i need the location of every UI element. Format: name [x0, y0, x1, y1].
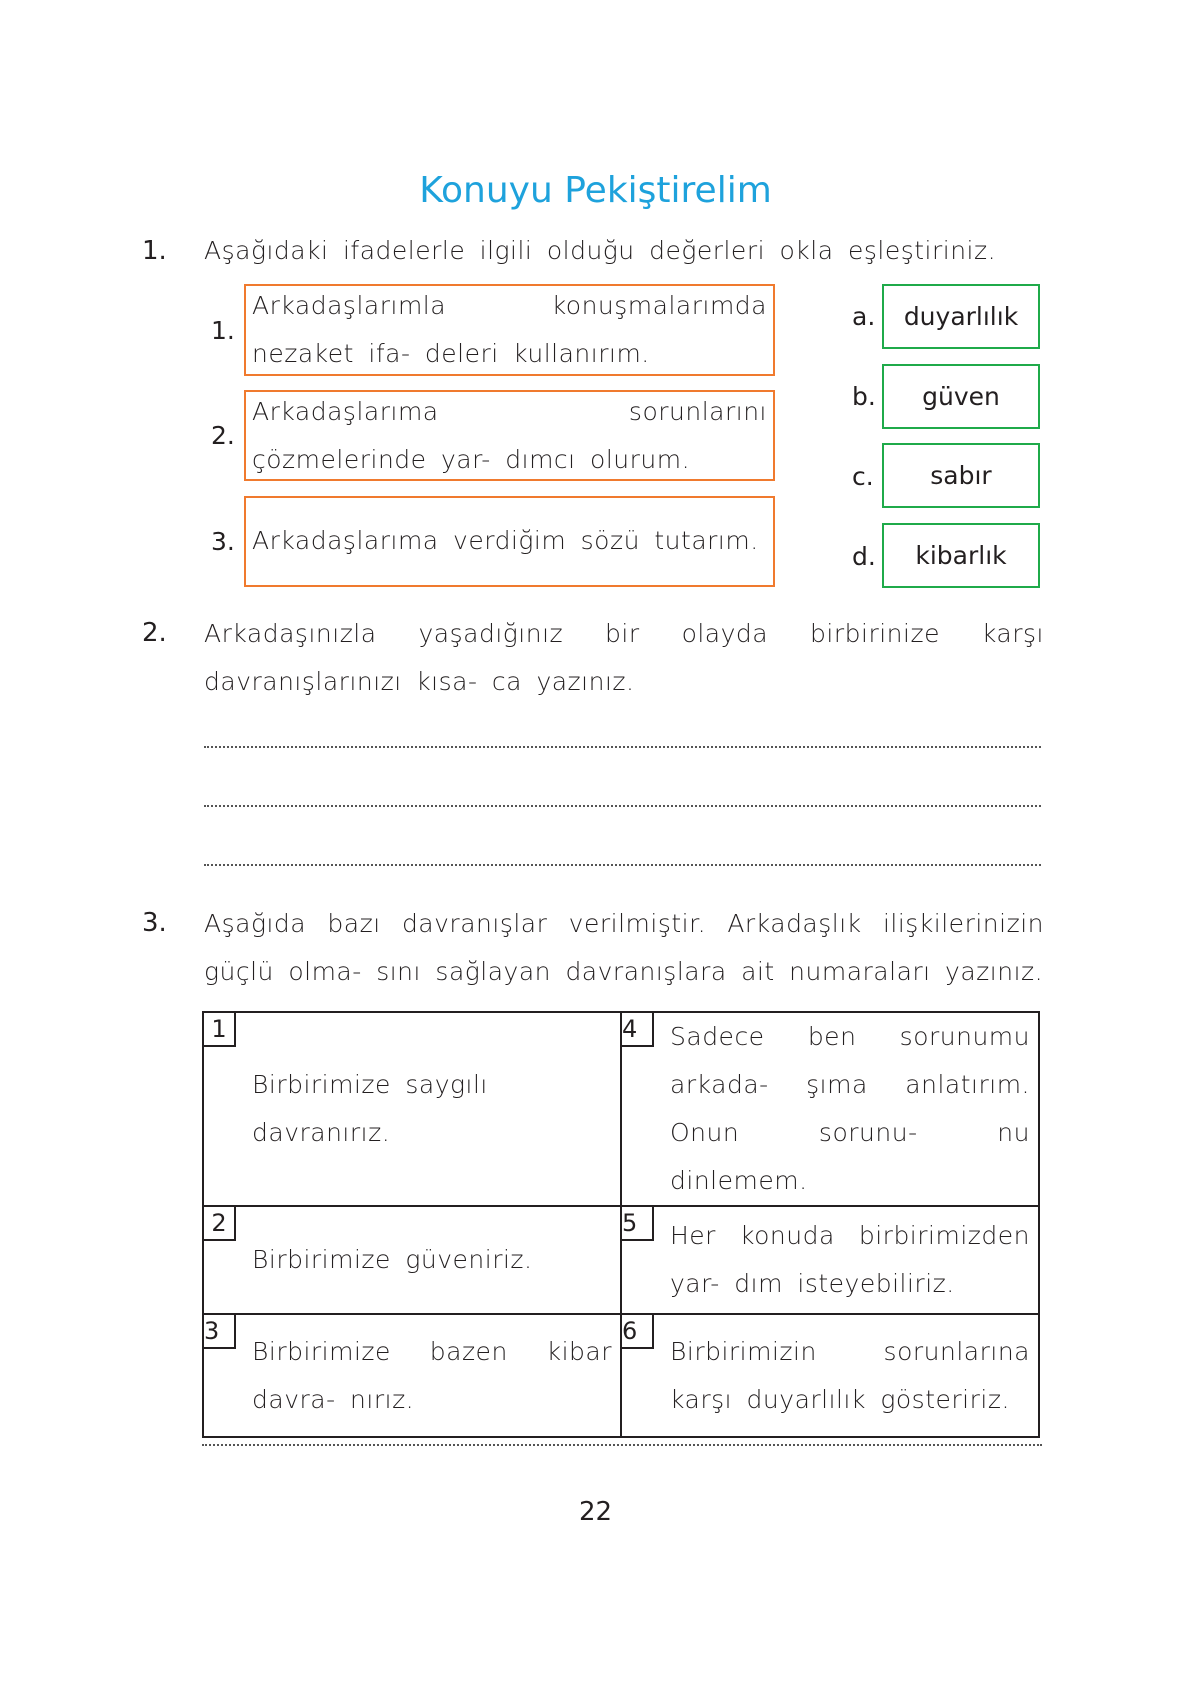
behavior-number: 6	[622, 1315, 654, 1349]
value-box-kibarlik[interactable]: kibarlık	[882, 523, 1040, 588]
value-box-sabir[interactable]: sabır	[882, 443, 1040, 508]
behavior-text: Birbirimizin sorunlarına karşı duyarlılık gösteririz.	[670, 1336, 1030, 1414]
behavior-number: 2	[204, 1207, 236, 1241]
value-box-guven[interactable]: güven	[882, 364, 1040, 429]
answer-line[interactable]	[202, 1444, 1042, 1446]
answer-line[interactable]	[204, 746, 1041, 748]
value-letter: c.	[852, 462, 874, 491]
statement-number: 3.	[211, 527, 235, 556]
statement-text: Arkadaşlarıma sorunlarını çözmelerinde yar- dımcı olurum.	[252, 397, 767, 474]
behavior-text: Birbirimize saygılı davranırız.	[252, 1070, 488, 1147]
question-3-number: 3.	[142, 908, 167, 938]
behavior-text: Birbirimize bazen kibar davra- nırız.	[252, 1336, 612, 1414]
behavior-cell	[203, 1012, 621, 1206]
behavior-number: 5	[622, 1207, 654, 1241]
behavior-cell	[203, 1314, 621, 1437]
statement-text: Arkadaşlarıma verdiğim sözü tutarım.	[252, 526, 759, 555]
behavior-number: 4	[622, 1013, 654, 1047]
question-2-number: 2.	[142, 618, 167, 648]
behavior-number: 1	[204, 1013, 236, 1047]
statement-box[interactable]	[244, 390, 775, 481]
behavior-text: Birbirimize güveniriz.	[252, 1245, 533, 1274]
behavior-cell	[621, 1012, 1039, 1206]
question-3-prompt: Aşağıda bazı davranışlar verilmiştir. Arkadaşlık ilişkilerinizin güçlü olma- sını sağlayan davranışlara ait numaraları yazınız.	[204, 909, 1044, 986]
behavior-cell	[621, 1314, 1039, 1437]
answer-line[interactable]	[204, 805, 1041, 807]
answer-line[interactable]	[204, 864, 1041, 866]
behavior-text: Sadece ben sorunumu arkada- şıma anlatırım. Onun sorunu- nu dinlemem.	[670, 1022, 1030, 1195]
behavior-number: 3	[204, 1315, 236, 1349]
behaviors-table	[202, 1011, 1040, 1438]
statement-box[interactable]	[244, 496, 775, 587]
value-box-duyarlilik[interactable]: duyarlılık	[882, 284, 1040, 349]
statement-box[interactable]	[244, 284, 775, 376]
behavior-cell	[203, 1206, 621, 1314]
value-letter: b.	[852, 382, 876, 411]
statement-text: Arkadaşlarımla konuşmalarımda nezaket ifa- deleri kullanırım.	[252, 291, 767, 368]
question-2-prompt: Arkadaşınızla yaşadığınız bir olayda birbirinize karşı davranışlarınızı kısa- ca yazınız.	[204, 619, 1044, 696]
value-letter: d.	[852, 542, 876, 571]
question-1-number: 1.	[142, 236, 167, 266]
page-title: Konuyu Pekiştirelim	[419, 170, 772, 211]
behavior-cell	[621, 1206, 1039, 1314]
question-1-prompt: Aşağıdaki ifadelerle ilgili olduğu değerleri okla eşleştiriniz.	[204, 236, 997, 265]
statement-number: 2.	[211, 421, 235, 450]
page-number: 22	[578, 1497, 613, 1527]
behavior-text: Her konuda birbirimizden yar- dım isteyebiliriz.	[670, 1221, 1030, 1298]
value-letter: a.	[852, 302, 876, 331]
statement-number: 1.	[211, 316, 235, 345]
